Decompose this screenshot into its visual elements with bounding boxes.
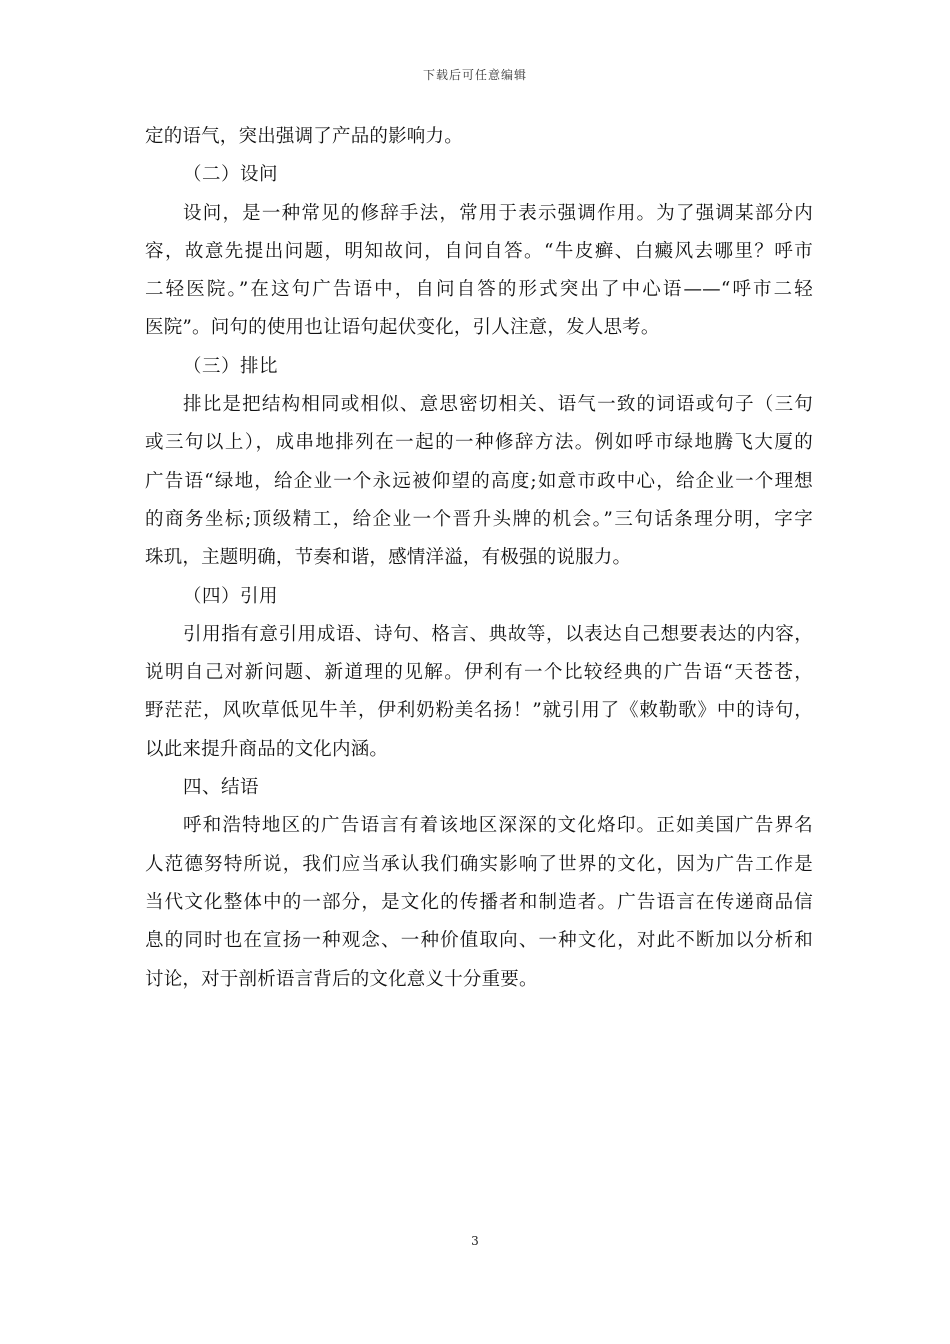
section-heading-parallelism: （三）排比 [183,355,279,377]
paragraph-line: 排比是把结构相同或相似、意思密切相关、语气一致的词语或句子（三句 [183,394,813,416]
paragraph-line: 设问，是一种常见的修辞手法，常用于表示强调作用。为了强调某部分内 [183,202,813,224]
paragraph-line: 当代文化整体中的一部分，是文化的传播者和制造者。广告语言在传递商品信 [145,891,813,913]
paragraph-line: 的商务坐标;顶级精工，给企业一个晋升头牌的机会。”三句话条理分明，字字 [145,508,813,530]
paragraph-line: 息的同时也在宣扬一种观念、一种价值取向、一种文化，对此不断加以分析和 [145,930,813,952]
paragraph-line: 或三句以上），成串地排列在一起的一种修辞方法。例如呼市绿地腾飞大厦的 [145,432,813,454]
document-body [145,118,813,999]
paragraph-line: 野茫茫，风吹草低见牛羊，伊利奶粉美名扬！”就引用了《敕勒歌》中的诗句， [145,700,813,722]
paragraph-line: 容，故意先提出问题，明知故问，自问自答。“牛皮癣、白癜风去哪里？呼市 [145,240,813,262]
section-heading-rhetorical-question: （二）设问 [183,164,279,186]
paragraph-line: 二轻医院。”在这句广告语中，自问自答的形式突出了中心语——“呼市二轻 [145,279,813,301]
paragraph-line: 珠玑，主题明确，节奏和谐，感情洋溢，有极强的说服力。 [145,547,632,569]
paragraph-line: 讨论，对于剖析语言背后的文化意义十分重要。 [145,968,538,990]
paragraph-line: 呼和浩特地区的广告语言有着该地区深深的文化烙印。正如美国广告界名 [183,815,813,837]
page-header: 下载后可任意编辑 [422,68,527,82]
paragraph-line: 人范德努特所说，我们应当承认我们确实影响了世界的文化，因为广告工作是 [145,853,813,875]
paragraph-line: 医院”。问句的使用也让语句起伏变化，引人注意，发人思考。 [145,317,660,339]
paragraph-line: 引用指有意引用成语、诗句、格言、典故等，以表达自己想要表达的内容， [183,623,813,645]
paragraph-line: 广告语“绿地，给企业一个永远被仰望的高度;如意市政中心，给企业一个理想 [145,470,813,492]
paragraph-line: 定的语气，突出强调了产品的影响力。 [145,126,463,147]
section-heading-quotation: （四）引用 [183,585,279,607]
page-number: 3 [471,1234,479,1248]
paragraph-line: 以此来提升商品的文化内涵。 [145,738,389,760]
paragraph-line: 说明自己对新问题、新道理的见解。伊利有一个比较经典的广告语“天苍苍， [145,662,813,684]
section-heading-conclusion: 四、结语 [183,777,260,799]
